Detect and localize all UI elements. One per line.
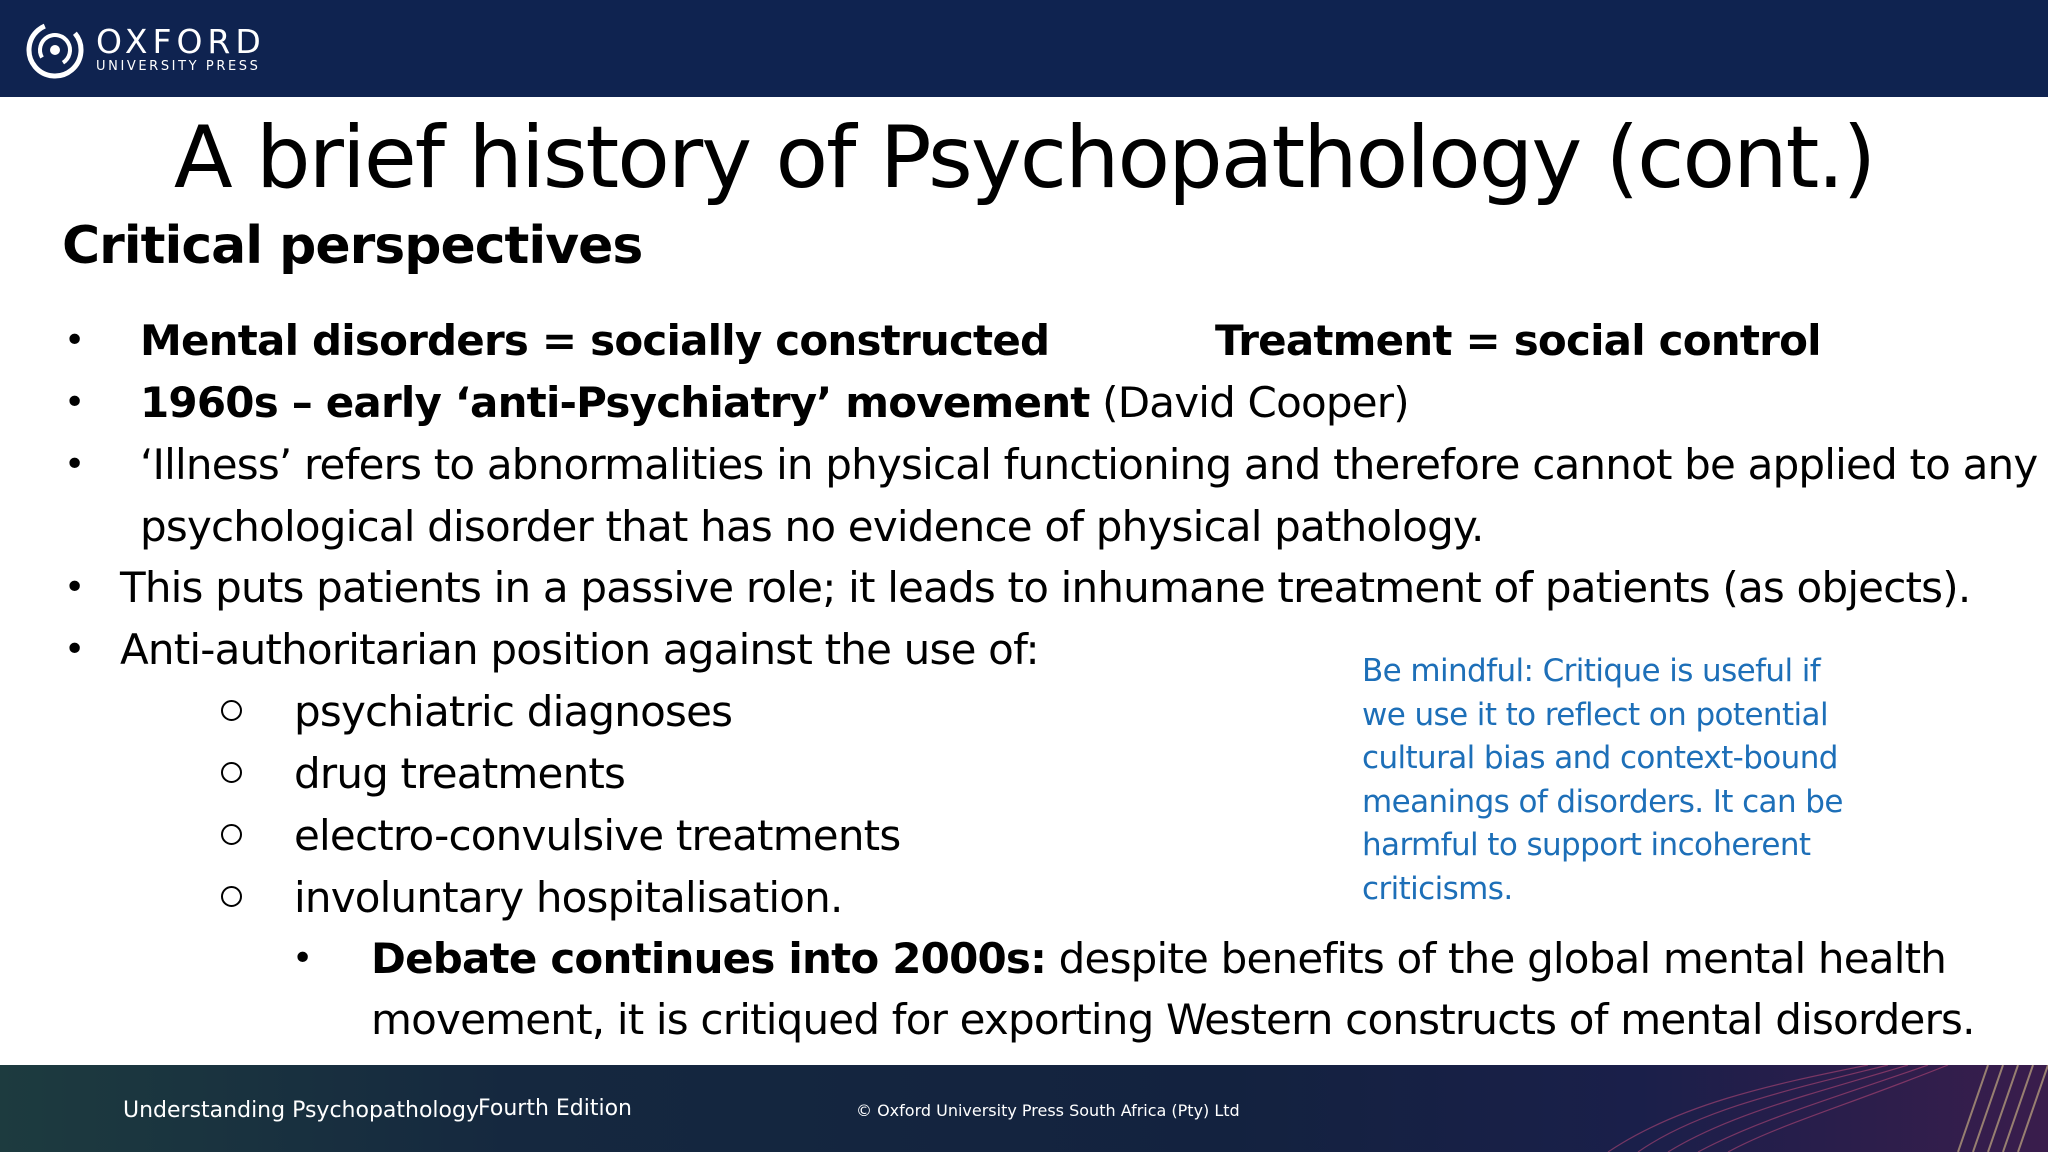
circle-bullet-icon: [221, 762, 242, 783]
bullet-dot-icon: •: [64, 629, 85, 670]
footer-copyright: © Oxford University Press South Africa (Pty) Ltd: [856, 1101, 1240, 1120]
bullet-1-right: Treatment = social control: [1215, 316, 1821, 365]
bullet-5: Anti-authoritarian position against the use of:: [120, 625, 1039, 674]
bullet-dot-icon: •: [64, 444, 85, 485]
debate-line-1: Debate continues into 2000s: despite benefits of the global mental health: [371, 934, 1947, 983]
bullet-1-left: Mental disorders = socially constructed: [140, 316, 1050, 365]
bullet-dot-icon: •: [64, 382, 85, 423]
circle-bullet-icon: [221, 700, 242, 721]
bullet-3-line-1: ‘Illness’ refers to abnormalities in physical functioning and therefore cannot be applied to any: [140, 440, 2038, 489]
sub-item: involuntary hospitalisation.: [294, 873, 843, 922]
oxford-logo: [26, 20, 266, 80]
logo-subtitle: UNIVERSITY PRESS: [96, 59, 261, 74]
note-line: criticisms.: [1362, 870, 1513, 907]
oxford-swirl-icon: [26, 21, 84, 79]
debate-line-2: movement, it is critiqued for exporting Western constructs of mental disorders.: [371, 995, 1975, 1044]
mindful-note: [1362, 650, 1862, 911]
sub-item: psychiatric diagnoses: [294, 687, 733, 736]
bullet-4: This puts patients in a passive role; it leads to inhumane treatment of patients (as objects).: [120, 563, 1971, 612]
bullet-dot-icon: •: [64, 567, 85, 608]
sub-item: drug treatments: [294, 749, 626, 798]
slide-subtitle: Critical perspectives: [62, 216, 643, 276]
footer-book-title: Understanding Psychopathology: [123, 1098, 479, 1123]
bullet-2: 1960s – early ‘anti-Psychiatry’ movement (David Cooper): [140, 378, 1409, 427]
header-bar: [0, 0, 2048, 97]
circle-bullet-icon: [221, 824, 242, 845]
note-line: cultural bias and context-bound: [1362, 740, 1838, 776]
bullet-3-line-2: psychological disorder that has no evidence of physical pathology.: [140, 502, 1484, 551]
circle-bullet-icon: [221, 886, 242, 907]
sub-item: electro-convulsive treatments: [294, 811, 901, 860]
footer-edition: Fourth Edition: [478, 1096, 632, 1121]
note-line: harmful to support incoherent: [1362, 827, 1811, 863]
note-line: we use it to reflect on potential: [1362, 696, 1828, 733]
footer-bar: [0, 1065, 2048, 1152]
slide-title: A brief history of Psychopathology (cont.): [173, 108, 1875, 208]
bullet-dot-icon: •: [64, 320, 85, 361]
note-line: meanings of disorders. It can be: [1362, 783, 1843, 820]
decorative-wave-pattern: [1348, 1065, 2048, 1152]
logo-wordmark: OXFORD: [96, 22, 266, 61]
note-line: Be mindful: Critique is useful if: [1362, 653, 1821, 689]
bullet-dot-icon: •: [292, 938, 313, 979]
